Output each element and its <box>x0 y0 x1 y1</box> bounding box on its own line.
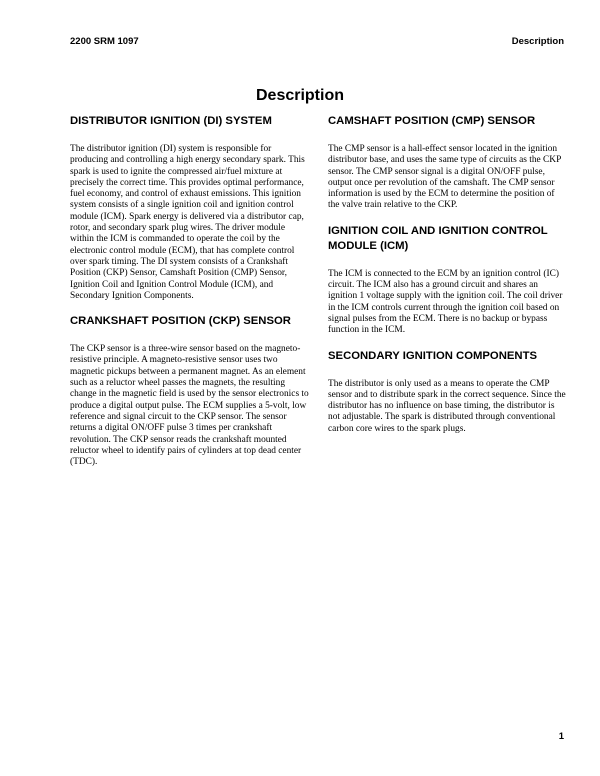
section-heading-cmp-sensor: CAMSHAFT POSITION (CMP) SENSOR <box>328 115 536 127</box>
section-body-di-system: The distributor ignition (DI) system is responsible for producing and controlling a high energy secondary spark. This spark is used to ignite the compressed air/fuel mixture at precisely the correct time. This provides optimal performance, fuel economy, and control of exhaust emissions. This ignition system consists of a single ignition coil and ignition control module (ICM). Spark energy is delivered via a distributor cap, rotor, and secondary spark plug wires. The driver module within the ICM is commanded to operate the coil by the electronic control module (ECM), that has complete control over spark timing. The DI system consists of a Crankshaft Position (CKP) Sensor, Camshaft Position (CMP) Sensor, Ignition Coil and Ignition Control Module (ICM), and Secondary Ignition Components. <box>70 144 305 301</box>
section-heading-ignition-coil-icm: IGNITION COIL AND IGNITION CONTROL MODULE (ICM) <box>328 224 548 252</box>
section-heading-ckp-sensor: CRANKSHAFT POSITION (CKP) SENSOR <box>70 315 291 328</box>
header-section-name: Description <box>511 36 564 47</box>
section-heading-di-system: DISTRIBUTOR IGNITION (DI) SYSTEM <box>70 115 272 127</box>
header-doc-id: 2200 SRM 1097 <box>70 36 139 47</box>
page-title: Description <box>255 87 344 104</box>
left-column <box>70 114 310 480</box>
section-body-ckp-sensor: The CKP sensor is a three-wire sensor based on the magneto-resistive principle. A magneto-resistive sensor uses two magnetic pickups between a permanent magnet. As an element such as a reluctor wheel passes the magnets, the resulting change in the magnetic field is used by the sensor electronics to produce a digital output pulse. The ECM supplies a 5-volt, low reference and signal circuit to the CKP sensor. The sensor returns a digital ON/OFF pulse 3 times per crankshaft revolution. The CKP sensor reads the crankshaft mounted reluctor wheel to identify pairs of cylinders at top dead center (TDC). <box>70 344 309 468</box>
section-body-secondary-ignition: The distributor is only used as a means to operate the CMP sensor and to distribute spark in the correct sequence. Since the distributor has no influence on base timing, the distributor is not adjustable. The spark is distributed through conventional carbon core wires to the spark plugs. <box>328 378 566 434</box>
section-body-ignition-coil-icm: The ICM is connected to the ECM by an ignition control (IC) circuit. The ICM also has a ground circuit and shares an ignition 1 voltage supply with the ignition coil. The coil driver in the ICM controls current through the ignition coil based on signal pulses from the ECM. There is no backup or bypass function in the ICM. <box>328 268 563 336</box>
section-heading-secondary-ignition: SECONDARY IGNITION COMPONENTS <box>328 349 538 362</box>
right-column <box>328 114 568 447</box>
section-body-cmp-sensor: The CMP sensor is a hall-effect sensor located in the ignition distributor base, and uses the same type of circuits as the CKP sensor. The CMP sensor signal is a digital ON/OFF pulse, output once per revolution of the camshaft. The CMP sensor information is used by the ECM to determine the position of the valve train relative to the CKP. <box>328 144 561 211</box>
page-number: 1 <box>558 731 564 742</box>
